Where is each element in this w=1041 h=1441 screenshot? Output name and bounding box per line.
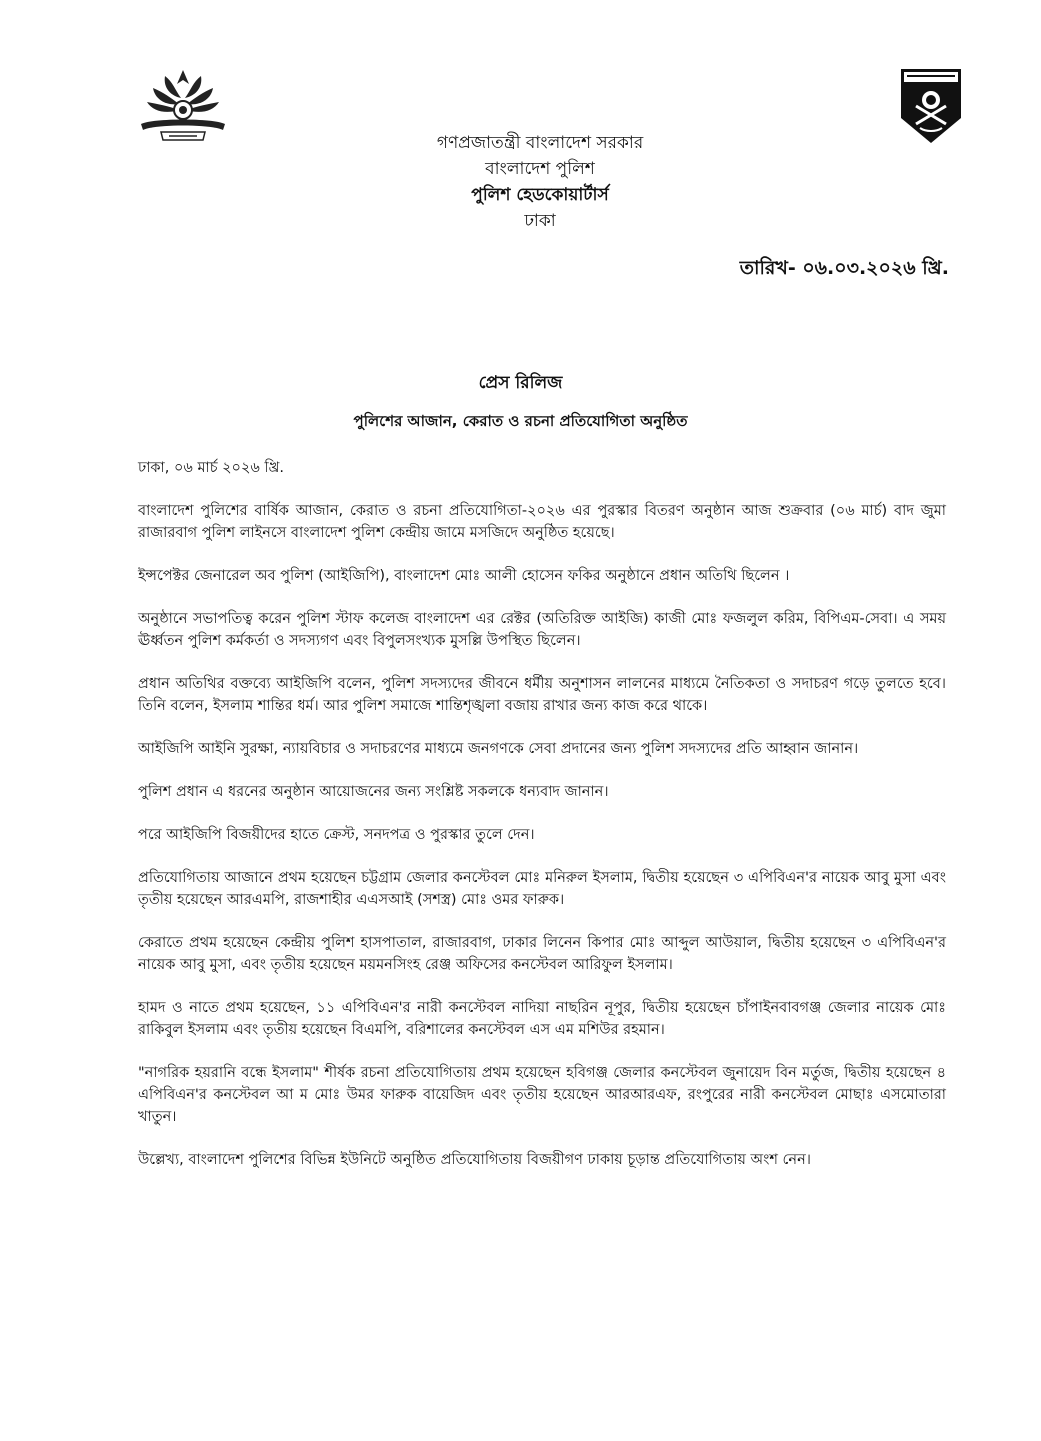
paragraph: উল্লেখ্য, বাংলাদেশ পুলিশের বিভিন্ন ইউনিটে অনুষ্ঠিত প্রতিযোগিতায় বিজয়ীগণ ঢাকায় চূড়ান্ত প্রতিযোগিতায় অংশ নেন। [138, 1152, 811, 1168]
letterhead-department: বাংলাদেশ পুলিশ [485, 159, 595, 179]
paragraph: হামদ ও নাতে প্রথম হয়েছেন, ১১ এপিবিএন'র নারী কনস্টেবল নাদিয়া নাছরিন নূপুর, দ্বিতীয় হয়েছেন চাঁপাইনবাবগঞ্জ জেলার নায়েক মোঃ রাকিবুল ইসলাম এবং তৃতীয় হয়েছেন বিএমপি, বরিশালের কনস্টেবল এস এম মশিউর রহমান। [138, 1000, 946, 1038]
paragraph: কেরাতে প্রথম হয়েছেন কেন্দ্রীয় পুলিশ হাসপাতাল, রাজারবাগ, ঢাকার লিনেন কিপার মোঃ আব্দুল আউয়াল, দ্বিতীয় হয়েছেন ৩ এপিবিএন'র নায়েক আবু মুসা, এবং তৃতীয় হয়েছেন ময়মনসিংহ রেঞ্জ অফিসের কনস্টেবল আরিফুল ইসলাম। [138, 935, 946, 973]
press-release-subtitle: পুলিশের আজান, কেরাত ও রচনা প্রতিযোগিতা অনুষ্ঠিত [353, 412, 688, 430]
paragraph: পুলিশ প্রধান এ ধরনের অনুষ্ঠান আয়োজনের জন্য সংশ্লিষ্ট সকলকে ধন্যবাদ জানান। [138, 784, 609, 800]
press-release-title: প্রেস রিলিজ [478, 373, 563, 393]
press-release-body [138, 500, 946, 1192]
shield-emblem-logo [898, 66, 964, 146]
document-date: তারিখ- ০৬.০৩.২০২৬ খ্রি. [739, 257, 949, 279]
letterhead-government: গণপ্রজাতন্ত্রী বাংলাদেশ সরকার [436, 133, 644, 153]
dateline: ঢাকা, ০৬ মার্চ ২০২৬ খ্রি. [138, 460, 284, 476]
police-emblem-logo [133, 66, 233, 146]
paragraph: প্রতিযোগিতায় আজানে প্রথম হয়েছেন চট্টগ্রাম জেলার কনস্টেবল মোঃ মনিরুল ইসলাম, দ্বিতীয় হয়েছেন ৩ এপিবিএন'র নায়েক আবু মুসা এবং তৃতীয় হয়েছেন আরএমপি, রাজশাহীর এএসআই (সশস্ত্র) মোঃ ওমর ফারুক। [138, 870, 946, 908]
paragraph: অনুষ্ঠানে সভাপতিত্ব করেন পুলিশ স্টাফ কলেজ বাংলাদেশ এর রেক্টর (অতিরিক্ত আইজি) কাজী মোঃ ফজলুল করিম, বিপিএম-সেবা। এ সময় ঊর্ধ্বতন পুলিশ কর্মকর্তা ও সদস্যগণ এবং বিপুলসংখ্যক মুসল্লি উপস্থিত ছিলেন। [138, 611, 946, 649]
paragraph: পরে আইজিপি বিজয়ীদের হাতে ক্রেস্ট, সনদপত্র ও পুরস্কার তুলে দেন। [138, 827, 535, 843]
paragraph: বাংলাদেশ পুলিশের বার্ষিক আজান, কেরাত ও রচনা প্রতিযোগিতা-২০২৬ এর পুরস্কার বিতরণ অনুষ্ঠান আজ শুক্রবার (০৬ মার্চ) বাদ জুমা রাজারবাগ পুলিশ লাইনসে বাংলাদেশ পুলিশ কেন্দ্রীয় জামে মসজিদে অনুষ্ঠিত হয়েছে। [138, 503, 946, 541]
letterhead-office: পুলিশ হেডকোয়ার্টার্স [471, 185, 609, 205]
paragraph: প্রধান অতিথির বক্তব্যে আইজিপি বলেন, পুলিশ সদস্যদের জীবনে ধর্মীয় অনুশাসন লালনের মাধ্যমে নৈতিকতা ও সদাচরণ গড়ে তুলতে হবে। তিনি বলেন, ইসলাম শান্তির ধর্ম। আর পুলিশ সমাজে শান্তিশৃঙ্খলা বজায় রাখার জন্য কাজ করে থাকে। [138, 676, 946, 714]
letterhead [340, 130, 740, 234]
letterhead-city: ঢাকা [524, 211, 556, 231]
paragraph: "নাগরিক হয়রানি বন্ধে ইসলাম" শীর্ষক রচনা প্রতিযোগিতায় প্রথম হয়েছেন হবিগঞ্জ জেলার কনস্টেবল জুনায়েদ বিন মর্তুজ, দ্বিতীয় হয়েছেন ৪ এপিবিএন'র কনস্টেবল আ ম মোঃ উমর ফারুক বায়েজিদ এবং তৃতীয় হয়েছেন আরআরএফ, রংপুরের নারী কনস্টেবল মোছাঃ এসমোতারা খাতুন। [138, 1065, 946, 1125]
paragraph: আইজিপি আইনি সুরক্ষা, ন্যায়বিচার ও সদাচরণের মাধ্যমে জনগণকে সেবা প্রদানের জন্য পুলিশ সদস্যদের প্রতি আহ্বান জানান। [138, 741, 859, 757]
paragraph: ইন্সপেক্টর জেনারেল অব পুলিশ (আইজিপি), বাংলাদেশ মোঃ আলী হোসেন ফকির অনুষ্ঠানে প্রধান অতিথি ছিলেন । [138, 568, 790, 584]
